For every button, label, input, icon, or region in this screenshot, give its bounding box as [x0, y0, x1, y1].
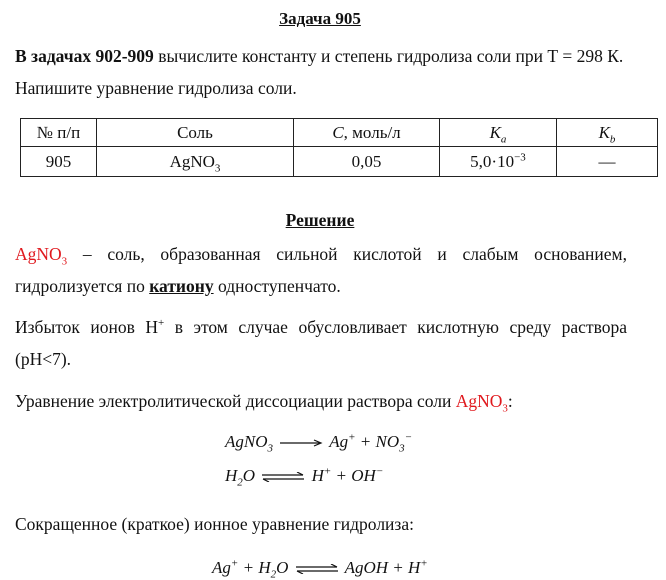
equilibrium-arrow-icon — [295, 564, 339, 574]
emphasis-cation: катиону — [149, 276, 214, 296]
header-ka: $K_a$ — [440, 119, 557, 147]
task-text: вычислите константу и степень гидролиза соли при Т = 298 К. Напишите уравнение гидролиза соли. — [15, 46, 624, 98]
header-salt: Соль — [97, 119, 294, 147]
data-table — [20, 118, 658, 177]
cell-salt: AgNO$_3$ — [97, 147, 294, 177]
paragraph-ionic-equation: Сокращенное (краткое) ионное уравнение гидролиза: — [15, 514, 414, 534]
cell-concentration: 0,05 — [294, 147, 440, 177]
cell-kb: — — [557, 147, 658, 177]
salt-formula: AgNO$_3$ — [455, 391, 508, 415]
task-title: Задача 905 — [279, 9, 361, 28]
equation-dissociation-salt: AgNO$_3$ $Ag^+ + NO_3^-$ — [225, 431, 413, 455]
task-statement — [15, 40, 627, 104]
equation-hydrolysis: $Ag^+ + H_2O$ AgOH + H+ — [212, 557, 428, 580]
paragraph-dissociation: Уравнение электролитической диссоциации раствора соли AgNO$_3$: — [15, 391, 513, 415]
header-kb: $K_b$ — [557, 119, 658, 147]
equation-water-dissociation: $H_2O$ H+ + OH− — [225, 465, 384, 489]
right-arrow-icon — [279, 438, 323, 448]
cell-ka: $5,0\cdot 10^{-3}$ — [440, 147, 557, 177]
solution-title: Решение — [285, 210, 355, 230]
cell-num: 905 — [21, 147, 97, 177]
table-row — [21, 147, 658, 177]
task-range: В задачах 902-909 — [15, 46, 154, 66]
paragraph-acidity: Избыток ионов H+ в этом случае обусловливает кислотную среду раствора (pH<7). — [15, 317, 628, 369]
table-header-row — [21, 119, 658, 147]
paragraph-salt-type: AgNO$_3$ – соль, образованная сильной кислотой и слабым основанием, гидролизуется по катиону одноступенчато. — [15, 244, 627, 296]
equilibrium-arrow-icon — [261, 472, 305, 482]
header-concentration: C, моль/л — [294, 119, 440, 147]
header-num: № п/п — [21, 119, 97, 147]
salt-formula: AgNO$_3$ — [15, 244, 68, 268]
